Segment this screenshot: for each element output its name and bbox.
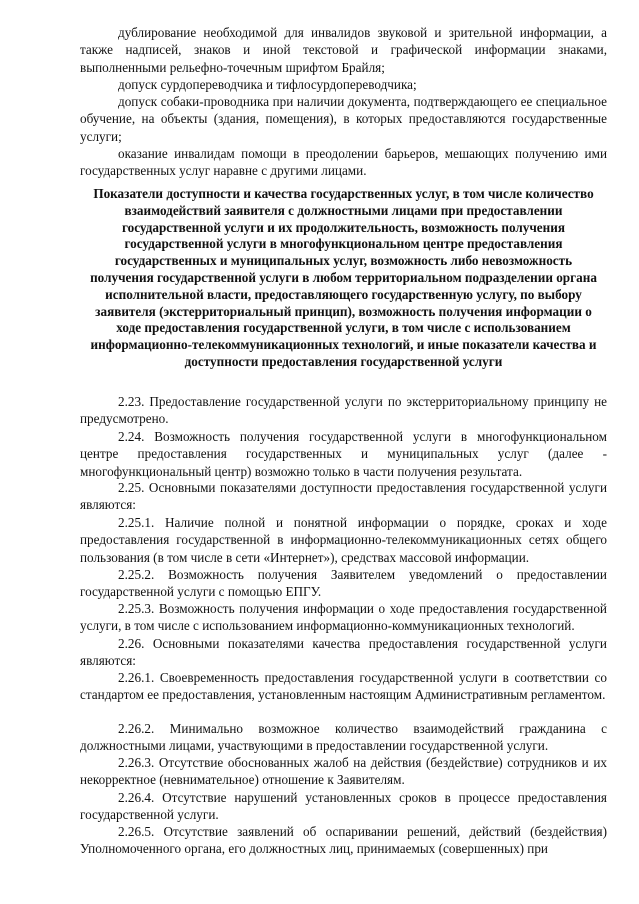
intro-paragraph-interpreter: допуск сурдопереводчика и тифлосурдопереводчика; — [118, 77, 417, 92]
paragraph-2-26-3: 2.26.3. Отсутствие обоснованных жалоб на действия (бездействие) сотрудников и их некорректное (невнимательное) отношение к Заявителям. — [80, 755, 607, 788]
intro-paragraph-assistance: оказание инвалидам помощи в преодолении барьеров, мешающих получению ими государственных услуг наравне с другими лицами. — [80, 146, 607, 179]
paragraph-2-26-2: 2.26.2. Минимально возможное количество взаимодействий гражданина с должностными лицами, участвующими в предоставлении государственной услуги. — [80, 721, 607, 754]
section-heading: Показатели доступности и качества государственных услуг, в том числе количество взаимодействий заявителя с должностными лицами при предоставлении государственной услуги и их продолжительность, возможность получения государственной услуги в многофункциональном центре предоставления государственных и муниципальных услуг, возможность либо невозможность получения государственной услуги в любом территориальном подразделении органа исполнительной власти, предоставляющего государственную услугу, по выбору заявителя (экстерриториальный принцип), возможность получения информации о ходе предоставления государственной услуги, в том числе с использованием информационно-телекоммуникационных технологий, и иные показатели качества и доступности предоставления государственной услуги — [90, 186, 597, 369]
paragraph-2-25-2: 2.25.2. Возможность получения Заявителем уведомлений о предоставлении государственной услуги с помощью ЕПГУ. — [80, 567, 607, 600]
paragraph-2-23: 2.23. Предоставление государственной услуги по экстерриториальному принципу не предусмотрено. — [80, 394, 607, 427]
paragraph-2-24: 2.24. Возможность получения государственной услуги в многофункциональном центре предоставления государственных и муниципальных услуг (далее - многофункциональный центр) возможно только в части получения результата. — [80, 429, 607, 479]
paragraph-2-26-1: 2.26.1. Своевременность предоставления государственной услуги в соответствии со стандартом ее предоставления, установленным настоящим Административным регламентом. — [80, 670, 607, 703]
paragraph-2-26-5: 2.26.5. Отсутствие заявлений об оспаривании решений, действий (бездействия) Уполномоченного органа, его должностных лиц, принимаемых (совершенных) при — [80, 824, 607, 857]
paragraph-2-26: 2.26. Основными показателями качества предоставления государственной услуги являются: — [80, 636, 607, 669]
paragraph-2-25: 2.25. Основными показателями доступности предоставления государственной услуги являются: — [80, 480, 607, 513]
paragraph-2-26-4: 2.26.4. Отсутствие нарушений установленных сроков в процессе предоставления государственной услуги. — [80, 790, 607, 823]
intro-paragraph-guide-dog: допуск собаки-проводника при наличии документа, подтверждающего ее специальное обучение, на объекты (здания, помещения), в которых предоставляются государственные услуги; — [80, 94, 607, 144]
paragraph-2-25-1: 2.25.1. Наличие полной и понятной информации о порядке, сроках и ходе предоставления государственной в информационно-телекоммуникационных сетях общего пользования (в том числе в сети «Интернет»), средствах массовой информации. — [80, 515, 607, 565]
paragraph-2-25-3: 2.25.3. Возможность получения информации о ходе предоставления государственной услуги, в том числе с использованием информационно-коммуникационных технологий. — [80, 601, 607, 634]
intro-paragraph-braille: дублирование необходимой для инвалидов звуковой и зрительной информации, а также надписей, знаков и иной текстовой и графической информации знаками, выполненными рельефно-точечным шрифтом Брайля; — [80, 25, 607, 75]
